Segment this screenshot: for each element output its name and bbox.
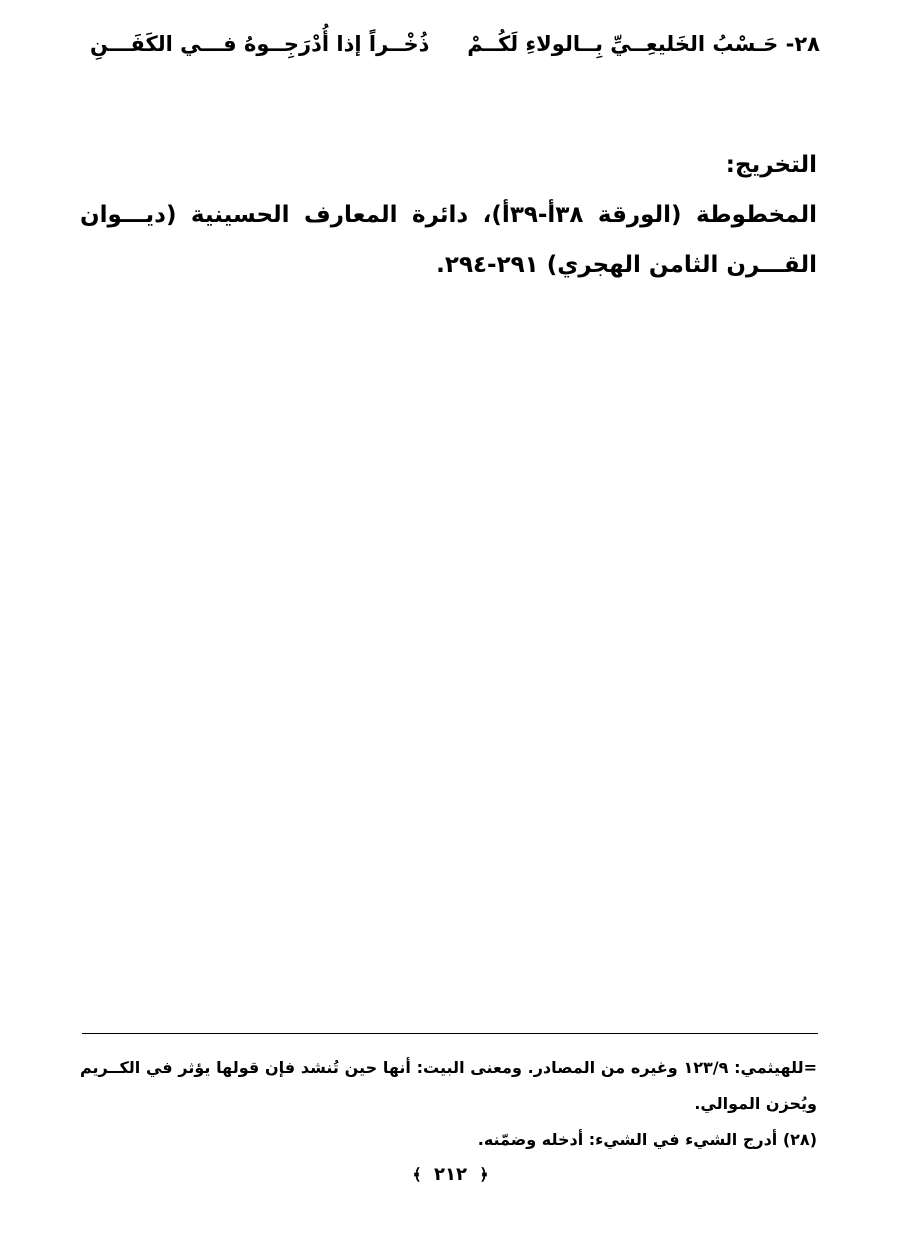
verse-second-hemistich: ذُخْــراً إذا أُدْرَجِــوهُ فـــي الكَفَـــنِ (90, 32, 430, 56)
takhrij-body: المخطوطة (الورقة ٣٨أ-٣٩أ)، دائرة المعارف الحسينية (ديـــوان القـــرن الثامن الهجري) ٢٩١-٢٩٤. (80, 202, 817, 278)
takhrij-heading: التخريج: (725, 152, 817, 178)
ornament-bracket-left: ﴾ (412, 1165, 422, 1184)
takhrij-section (80, 140, 817, 290)
ornament-bracket-right: ﴿ (479, 1165, 489, 1184)
footnote-28: (٢٨) أدرج الشيء في الشيء: أدخله وضمّنه. (477, 1130, 817, 1149)
footnote-separator (82, 1033, 818, 1034)
poem-verse (80, 28, 820, 68)
verse-first-hemistich: ٢٨- حَـسْبُ الخَليعِــيِّ بِــالولاءِ لَكُــمْ (467, 32, 820, 56)
footnotes (80, 1050, 817, 1158)
page-number: ٢١٢ (434, 1164, 467, 1185)
page-number-block (0, 1164, 901, 1185)
footnote-continuation: =للهيثمي: ١٢٣/٩ وغيره من المصادر. ومعنى البيت: أنها حين تُنشد فإن قولها يؤثر في الكــريم ويُحزن الموالي. (80, 1058, 817, 1113)
